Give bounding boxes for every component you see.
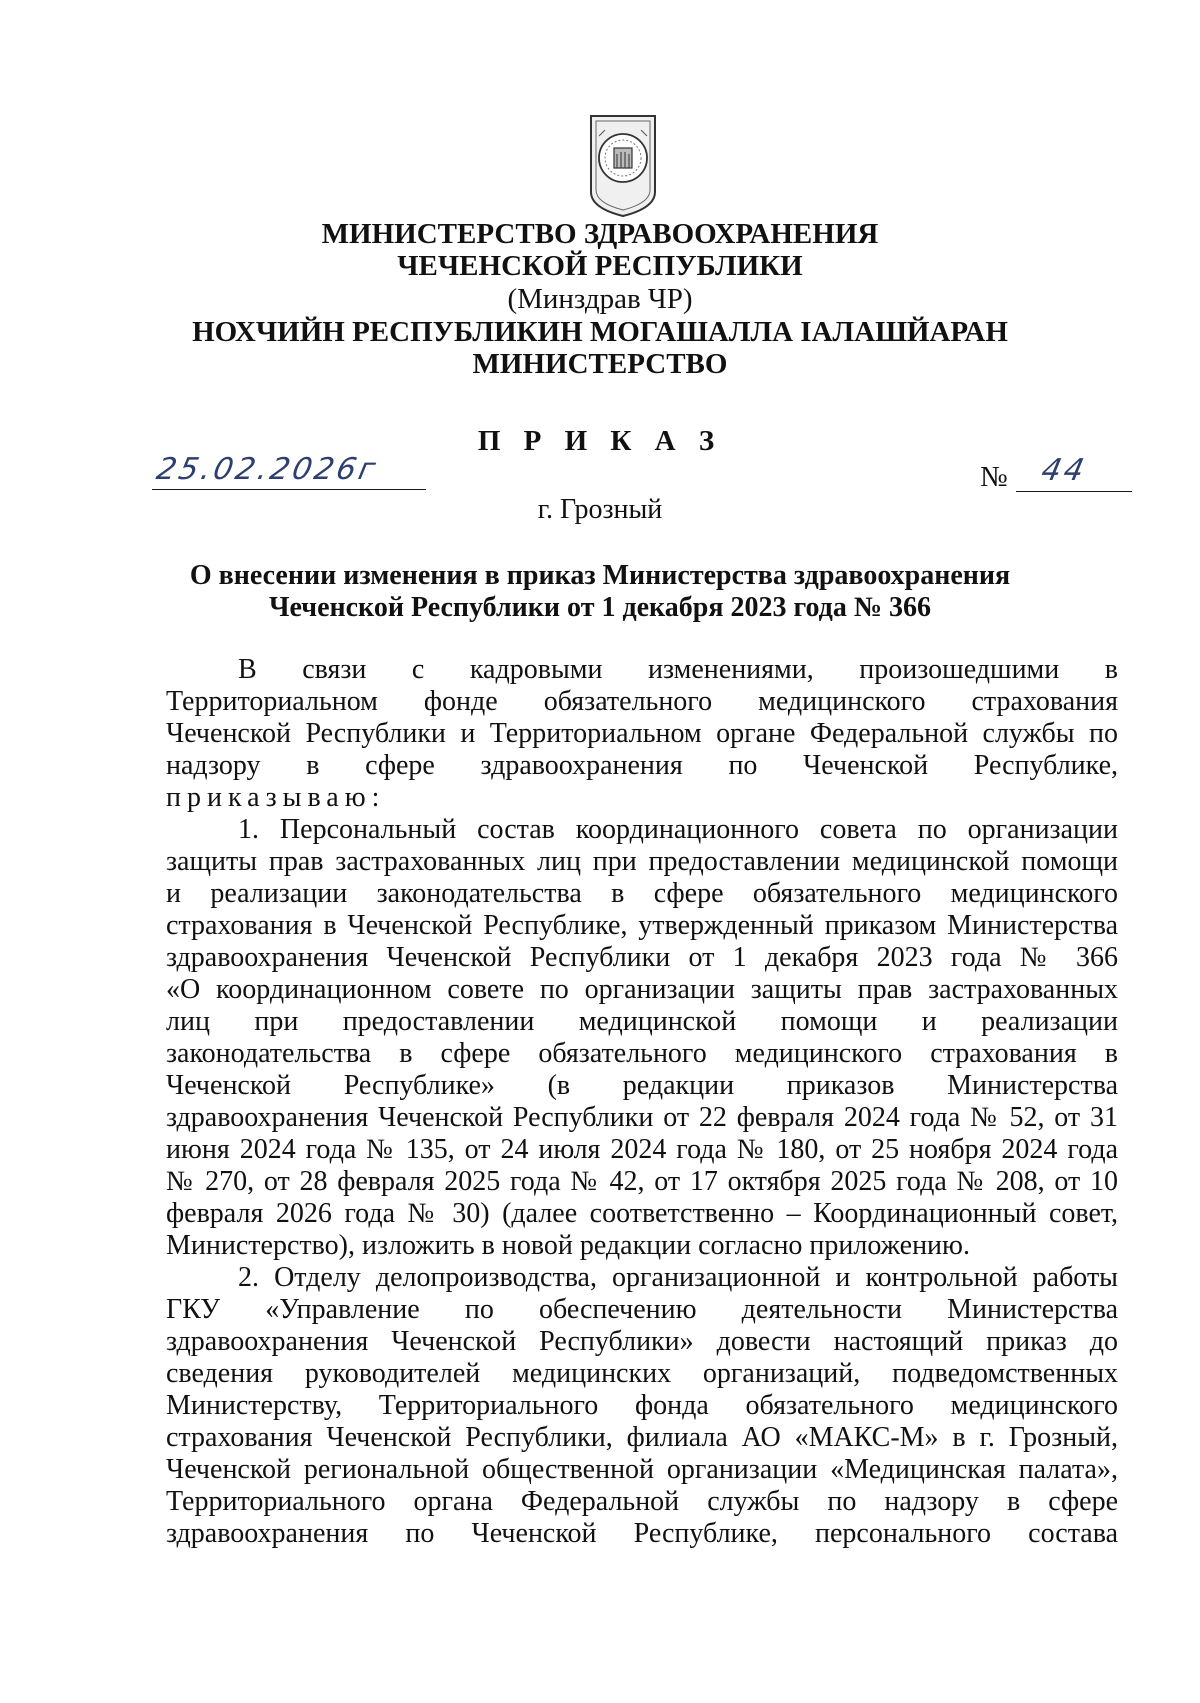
- body-line: Чеченской региональной общественной организации «Медицинская палата»,: [166, 1454, 1118, 1485]
- body-line: июня 2024 года № 135, от 24 июля 2024 года № 180, от 25 ноября 2024 года: [166, 1134, 1118, 1165]
- order-date-handwritten: 25.02.2026г: [153, 452, 382, 487]
- body-line: и реализации законодательства в сфере обязательного медицинского: [166, 878, 1118, 909]
- ministry-name-line1: МИНИСТЕРСТВО ЗДРАВООХРАНЕНИЯ: [321, 218, 879, 250]
- body-line: лиц при предоставлении медицинской помощи и реализации: [166, 1006, 1118, 1037]
- chechen-name-line2: МИНИСТЕРСТВО: [472, 348, 728, 380]
- subject-line2: Чеченской Республики от 1 декабря 2023 года № 366: [269, 592, 931, 623]
- body-line: февраля 2026 года № 30) (далее соответственно – Координационный совет,: [166, 1198, 1118, 1229]
- date-underline: [152, 489, 426, 490]
- number-underline: [1016, 491, 1132, 492]
- body-line: № 270, от 28 февраля 2025 года № 42, от 17 октября 2025 года № 208, от 10: [166, 1166, 1118, 1197]
- body-line: Чеченской Республики и Территориальном органе Федеральной службы по: [166, 718, 1118, 749]
- body-line: надзору в сфере здравоохранения по Чеченской Республике,: [166, 750, 1118, 781]
- body-line: Министерству, Территориального фонда обязательного медицинского: [166, 1390, 1118, 1421]
- body-line: сведения руководителей медицинских организаций, подведомственных: [166, 1358, 1118, 1389]
- body-line: страхования Чеченской Республики, филиала АО «МАКС-М» в г. Грозный,: [166, 1422, 1118, 1453]
- order-title: П Р И К А З: [477, 425, 723, 457]
- body-line: Территориального органа Федеральной службы по надзору в сфере: [166, 1486, 1118, 1517]
- order-number-label: №: [980, 461, 1008, 493]
- body-line: законодательства в сфере обязательного медицинского страхования в: [166, 1038, 1118, 1069]
- ministry-name-line2: ЧЕЧЕНСКОЙ РЕСПУБЛИКИ: [397, 250, 803, 282]
- body-line: В связи с кадровыми изменениями, произошедшими в: [238, 654, 1118, 685]
- body-line: Территориальном фонде обязательного медицинского страхования: [166, 686, 1118, 717]
- body-line: защиты прав застрахованных лиц при предоставлении медицинской помощи: [166, 846, 1118, 877]
- body-line: здравоохранения по Чеченской Республике, персонального состава: [166, 1518, 1118, 1549]
- order-number-handwritten: 44: [1038, 453, 1090, 488]
- city-name: г. Грозный: [537, 494, 663, 525]
- body-line: «О координационном совете по организации защиты прав застрахованных: [166, 974, 1118, 1005]
- body-line: 1. Персональный состав координационного совета по организации: [238, 814, 1118, 845]
- body-line: 2. Отделу делопроизводства, организационной и контрольной работы: [238, 1262, 1118, 1293]
- body-line: приказываю:: [166, 782, 386, 813]
- coat-of-arms-icon: [587, 112, 659, 218]
- ministry-short-name: (Минздрав ЧР): [507, 283, 693, 315]
- body-line: здравоохранения Чеченской Республики от 1 декабря 2023 года № 366: [166, 942, 1118, 973]
- subject-line1: О внесении изменения в приказ Министерства здравоохранения: [189, 560, 1011, 591]
- body-line: Министерство), изложить в новой редакции согласно приложению.: [166, 1230, 970, 1261]
- body-line: ГКУ «Управление по обеспечению деятельности Министерства: [166, 1294, 1118, 1325]
- body-line: здравоохранения Чеченской Республики» довести настоящий приказ до: [166, 1326, 1118, 1357]
- body-line: здравоохранения Чеченской Республики от 22 февраля 2024 года № 52, от 31: [166, 1102, 1118, 1133]
- chechen-name-line1: НОХЧИЙН РЕСПУБЛИКИН МОГАШАЛЛА ІАЛАШЙАРАН: [192, 316, 1008, 348]
- body-line: Чеченской Республике» (в редакции приказов Министерства: [166, 1070, 1118, 1101]
- body-line: страхования в Чеченской Республике, утвержденный приказом Министерства: [166, 910, 1118, 941]
